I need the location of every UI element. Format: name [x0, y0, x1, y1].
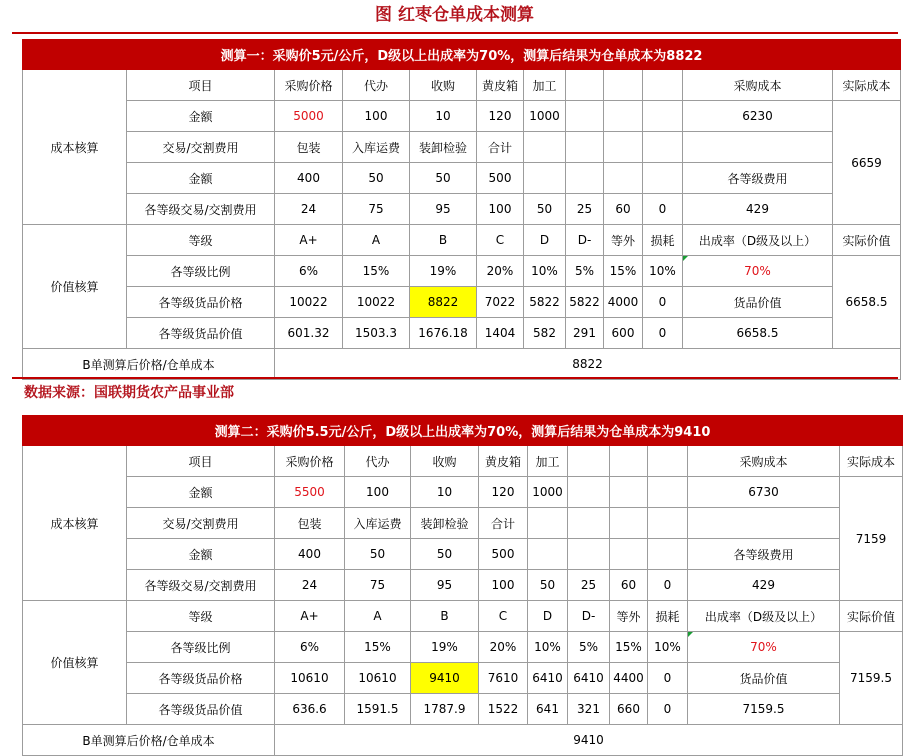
amount-row [23, 101, 901, 132]
ratio-cell: 19% [410, 256, 477, 287]
amount-cell [566, 101, 604, 132]
price-cell: 5822 [524, 287, 566, 318]
grade-row [23, 225, 901, 256]
table-banner: 测算一：采购价5元/公斤，D级以上出成率为70%，测算后结果为仓单成本为8822 [23, 40, 901, 70]
amount-cell: 100 [343, 101, 410, 132]
grade-fee-cell: 25 [568, 570, 610, 601]
cost-table-1 [22, 39, 901, 380]
grade-cell: A [345, 601, 411, 632]
ratio-cell: 15% [610, 632, 648, 663]
banner-row [23, 40, 901, 70]
price-cell: 各等级货品价格 [127, 287, 275, 318]
ratio-cell: 5% [568, 632, 610, 663]
header-cell: 代办 [343, 70, 410, 101]
fee-cell: 包装 [275, 132, 343, 163]
price-row [23, 663, 903, 694]
ratio-row [23, 632, 903, 663]
header-cell [643, 70, 683, 101]
header-cell [648, 446, 688, 477]
header-cell: 采购成本 [688, 446, 840, 477]
actual-cost-cell: 7159 [840, 477, 903, 601]
header-cell: 项目 [127, 446, 275, 477]
warrant-cost-cell: 9410 [411, 663, 479, 694]
fee-amount-cell: 50 [410, 163, 477, 194]
fee-cell: 交易/交割费用 [127, 132, 275, 163]
amount-cell [568, 477, 610, 508]
fee-cell [524, 132, 566, 163]
amount-cell: 金额 [127, 477, 275, 508]
goods-value-cell: 636.6 [275, 694, 345, 725]
grade-fee-cell: 75 [345, 570, 411, 601]
price-cell: 货品价值 [683, 287, 833, 318]
amount-cell: 金额 [127, 101, 275, 132]
grade-cell: A+ [275, 601, 345, 632]
fee-amount-cell: 50 [411, 539, 479, 570]
amount-cell: 100 [345, 477, 411, 508]
fee-amount-cell [568, 539, 610, 570]
final-row [23, 725, 903, 756]
grade-cell: 等级 [127, 225, 275, 256]
amount-cell [610, 477, 648, 508]
goods-value-cell: 1591.5 [345, 694, 411, 725]
grade-cell: 损耗 [648, 601, 688, 632]
grade-cell: D [524, 225, 566, 256]
price-cell: 10610 [345, 663, 411, 694]
header-cell: 收购 [410, 70, 477, 101]
fee-amount-cell: 400 [275, 539, 345, 570]
figure-title: 图 红枣仓单成本测算 [375, 5, 534, 25]
fee-cell [568, 508, 610, 539]
grade-fee-cell: 0 [643, 194, 683, 225]
grade-fee-cell: 50 [524, 194, 566, 225]
fee-cell [643, 132, 683, 163]
value-section-label: 价值核算 [23, 225, 127, 349]
fee-amount-cell [528, 539, 568, 570]
header-cell: 实际成本 [833, 70, 901, 101]
price-cell: 7022 [477, 287, 524, 318]
price-cell: 4000 [604, 287, 643, 318]
price-cell: 10610 [275, 663, 345, 694]
fee-amount-cell: 各等级费用 [683, 163, 833, 194]
actual-cost-cell: 6659 [833, 101, 901, 225]
goods-value-cell: 1522 [479, 694, 528, 725]
ratio-cell: 10% [648, 632, 688, 663]
amount-cell: 6730 [688, 477, 840, 508]
goods-value-cell: 582 [524, 318, 566, 349]
grade-fee-cell: 60 [610, 570, 648, 601]
header-cell [566, 70, 604, 101]
fee-amount-cell: 各等级费用 [688, 539, 840, 570]
goods-value-cell: 601.32 [275, 318, 343, 349]
fee-amount-cell [648, 539, 688, 570]
grade-fee-cell: 25 [566, 194, 604, 225]
goods-value-cell: 1404 [477, 318, 524, 349]
fee-amount-cell [643, 163, 683, 194]
ratio-cell: 各等级比例 [127, 256, 275, 287]
grade-cell: C [477, 225, 524, 256]
amount-cell [648, 477, 688, 508]
fee-cell: 包装 [275, 508, 345, 539]
grade-row [23, 601, 903, 632]
price-cell: 6410 [528, 663, 568, 694]
ratio-cell: 10% [524, 256, 566, 287]
goods-value-cell: 660 [610, 694, 648, 725]
table-banner: 测算二：采购价5.5元/公斤，D级以上出成率为70%，测算后结果为仓单成本为9410 [23, 416, 903, 446]
amount-cell [643, 101, 683, 132]
grade-fee-cell: 95 [411, 570, 479, 601]
top-divider [12, 32, 898, 34]
grade-cell: D- [568, 601, 610, 632]
fee-amount-cell: 50 [343, 163, 410, 194]
fee-amount-cell: 500 [479, 539, 528, 570]
amount-cell: 120 [477, 101, 524, 132]
grade-cell: 等外 [610, 601, 648, 632]
goods-value-row [23, 318, 901, 349]
purchase-price-cell: 5500 [275, 477, 345, 508]
value-section-label: 价值核算 [23, 601, 127, 725]
header-cell: 代办 [345, 446, 411, 477]
fee-cell: 交易/交割费用 [127, 508, 275, 539]
grade-fee-cell: 429 [683, 194, 833, 225]
fee-cell [610, 508, 648, 539]
fee-amount-row [23, 163, 901, 194]
fee-cell [566, 132, 604, 163]
header-cell: 黄皮箱 [479, 446, 528, 477]
fee-row [23, 132, 901, 163]
grade-cell: C [479, 601, 528, 632]
ratio-cell: 6% [275, 632, 345, 663]
yield-rate-cell: 70% [683, 256, 833, 287]
data-source: 数据来源：国联期货农产品事业部 [24, 385, 234, 401]
goods-value-cell: 0 [648, 694, 688, 725]
header-cell [568, 446, 610, 477]
amount-cell: 120 [479, 477, 528, 508]
ratio-cell: 10% [643, 256, 683, 287]
cost-section-label: 成本核算 [23, 70, 127, 225]
goods-value-cell: 6658.5 [683, 318, 833, 349]
grade-cell: 出成率（D级及以上） [688, 601, 840, 632]
grade-fee-cell: 100 [479, 570, 528, 601]
header-row [23, 446, 903, 477]
goods-value-cell: 7159.5 [688, 694, 840, 725]
header-cell: 收购 [411, 446, 479, 477]
middle-divider [12, 377, 898, 379]
price-cell: 货品价值 [688, 663, 840, 694]
fee-amount-cell: 金额 [127, 539, 275, 570]
final-value: 9410 [275, 725, 903, 756]
ratio-row [23, 256, 901, 287]
ratio-cell: 各等级比例 [127, 632, 275, 663]
grade-cell: 出成率（D级及以上） [683, 225, 833, 256]
final-row [23, 349, 901, 380]
grade-fee-cell: 各等级交易/交割费用 [127, 194, 275, 225]
ratio-cell: 20% [479, 632, 528, 663]
price-cell: 10022 [275, 287, 343, 318]
banner-row [23, 416, 903, 446]
fee-amount-cell [566, 163, 604, 194]
price-row [23, 287, 901, 318]
grade-cell: 损耗 [643, 225, 683, 256]
price-cell: 10022 [343, 287, 410, 318]
yield-rate-cell: 70% [688, 632, 840, 663]
price-cell: 6410 [568, 663, 610, 694]
price-cell: 4400 [610, 663, 648, 694]
grade-cell: 等外 [604, 225, 643, 256]
ratio-cell: 5% [566, 256, 604, 287]
header-cell [610, 446, 648, 477]
fee-amount-cell [610, 539, 648, 570]
amount-cell: 6230 [683, 101, 833, 132]
header-cell: 实际成本 [840, 446, 903, 477]
header-cell [604, 70, 643, 101]
fee-amount-row [23, 539, 903, 570]
goods-value-cell: 各等级货品价值 [127, 694, 275, 725]
cost-section-label: 成本核算 [23, 446, 127, 601]
grade-fee-cell: 0 [648, 570, 688, 601]
fee-cell: 入库运费 [343, 132, 410, 163]
grade-cell: 等级 [127, 601, 275, 632]
purchase-price-cell: 5000 [275, 101, 343, 132]
fee-cell: 装卸检验 [411, 508, 479, 539]
amount-cell [604, 101, 643, 132]
grade-fee-cell: 75 [343, 194, 410, 225]
fee-amount-cell: 50 [345, 539, 411, 570]
goods-value-row [23, 694, 903, 725]
ratio-cell: 10% [528, 632, 568, 663]
ratio-cell: 15% [345, 632, 411, 663]
fee-cell: 装卸检验 [410, 132, 477, 163]
grade-fee-row [23, 570, 903, 601]
header-cell: 黄皮箱 [477, 70, 524, 101]
amount-cell: 1000 [528, 477, 568, 508]
price-cell: 各等级货品价格 [127, 663, 275, 694]
actual-value-cell: 6658.5 [833, 256, 901, 349]
fee-cell [528, 508, 568, 539]
goods-value-cell: 1503.3 [343, 318, 410, 349]
grade-cell: D- [566, 225, 604, 256]
header-cell: 采购价格 [275, 70, 343, 101]
header-cell: 采购成本 [683, 70, 833, 101]
fee-cell [648, 508, 688, 539]
final-value: 8822 [275, 349, 901, 380]
fee-cell: 合计 [477, 132, 524, 163]
price-cell: 0 [643, 287, 683, 318]
grade-cell: B [411, 601, 479, 632]
goods-value-cell: 641 [528, 694, 568, 725]
goods-value-cell: 1676.18 [410, 318, 477, 349]
grade-fee-cell: 60 [604, 194, 643, 225]
ratio-cell: 15% [604, 256, 643, 287]
amount-cell: 1000 [524, 101, 566, 132]
grade-cell: D [528, 601, 568, 632]
price-cell: 0 [648, 663, 688, 694]
goods-value-cell: 291 [566, 318, 604, 349]
fee-cell: 入库运费 [345, 508, 411, 539]
grade-fee-cell: 24 [275, 570, 345, 601]
final-label: B单测算后价格/仓单成本 [23, 725, 275, 756]
cost-table-2 [22, 415, 903, 756]
amount-cell: 10 [410, 101, 477, 132]
header-cell: 加工 [524, 70, 566, 101]
ratio-cell: 15% [343, 256, 410, 287]
fee-cell: 合计 [479, 508, 528, 539]
grade-fee-cell: 429 [688, 570, 840, 601]
fee-amount-cell: 金额 [127, 163, 275, 194]
grade-fee-cell: 24 [275, 194, 343, 225]
fee-amount-cell [604, 163, 643, 194]
header-cell: 项目 [127, 70, 275, 101]
goods-value-cell: 600 [604, 318, 643, 349]
actual-value-cell: 7159.5 [840, 632, 903, 725]
empty-cell [683, 132, 833, 163]
goods-value-cell: 1787.9 [411, 694, 479, 725]
fee-amount-cell: 500 [477, 163, 524, 194]
header-row [23, 70, 901, 101]
fee-amount-cell: 400 [275, 163, 343, 194]
grade-fee-cell: 95 [410, 194, 477, 225]
ratio-cell: 20% [477, 256, 524, 287]
grade-fee-cell: 50 [528, 570, 568, 601]
price-cell: 5822 [566, 287, 604, 318]
grade-fee-row [23, 194, 901, 225]
grade-cell: A+ [275, 225, 343, 256]
warrant-cost-cell: 8822 [410, 287, 477, 318]
final-label: B单测算后价格/仓单成本 [23, 349, 275, 380]
grade-cell: 实际价值 [840, 601, 903, 632]
fee-row [23, 508, 903, 539]
goods-value-cell: 321 [568, 694, 610, 725]
grade-cell: B [410, 225, 477, 256]
grade-fee-cell: 100 [477, 194, 524, 225]
grade-fee-cell: 各等级交易/交割费用 [127, 570, 275, 601]
price-cell: 7610 [479, 663, 528, 694]
goods-value-cell: 0 [643, 318, 683, 349]
ratio-cell: 19% [411, 632, 479, 663]
grade-cell: 实际价值 [833, 225, 901, 256]
ratio-cell: 6% [275, 256, 343, 287]
grade-cell: A [343, 225, 410, 256]
amount-row [23, 477, 903, 508]
goods-value-cell: 各等级货品价值 [127, 318, 275, 349]
empty-cell [688, 508, 840, 539]
header-cell: 采购价格 [275, 446, 345, 477]
header-cell: 加工 [528, 446, 568, 477]
amount-cell: 10 [411, 477, 479, 508]
fee-amount-cell [524, 163, 566, 194]
fee-cell [604, 132, 643, 163]
